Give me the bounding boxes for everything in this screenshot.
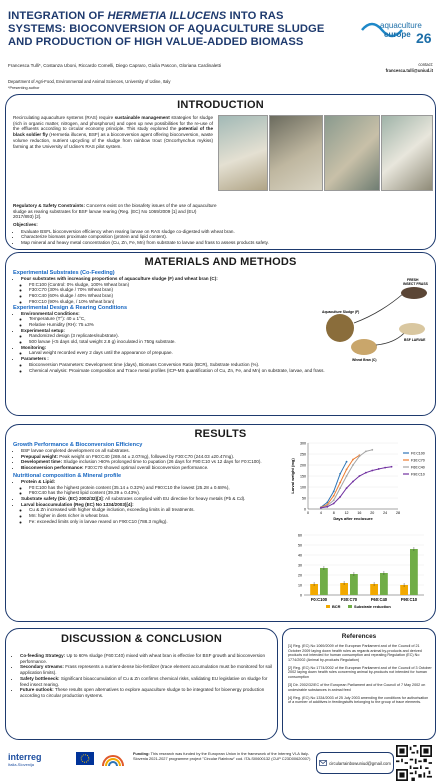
reference-item: [4] Reg. (EC) No 1334/2003 of 25 July 2003 amending the conditions for authorisation of a number of additives in feedingstuffs belonging to the group of trace elements.	[288, 695, 429, 705]
env-item: ◦ Relative Humidity (RH): 75 ±3%	[29, 322, 343, 328]
interreg-wordmark: interreg	[8, 752, 42, 762]
result-item	[21, 465, 285, 471]
title-line-3: AND PRODUCTION OF HIGH VALUE-ADDED BIOMASS	[8, 35, 304, 48]
series-line	[321, 450, 372, 508]
legend-swatch	[326, 605, 330, 608]
data-point	[359, 455, 361, 457]
logo-word2: europe	[384, 30, 411, 39]
result-label: Bioconversion performance:	[21, 465, 84, 471]
interreg-logo	[8, 752, 42, 767]
legend-label: F30:C70	[411, 458, 425, 463]
substrates-lead: Four substrates with increasing proportions of aquaculture sludge (F) and wheat bran (C):	[21, 276, 218, 281]
photo-larvae-rearing	[324, 115, 380, 191]
setup-label: Experimental setup:	[21, 327, 65, 333]
ref-marker: [3]	[97, 495, 103, 501]
category-label: F0:C100	[310, 597, 328, 602]
intro-text: Recirculating aquaculture systems (RAS) require	[13, 115, 115, 120]
bioaccumulation-label: Larval bioaccumulation (Reg (EC) No 1334/2003)	[21, 501, 127, 507]
authors: Francesca Tulli*, Costanza Uboni, Riccardo Comelli, Diego Capraro, Giulia Pascon, Gloriana Cardinaletti	[8, 63, 221, 68]
ref-marker: [4]	[126, 501, 133, 507]
photo-samples	[381, 115, 433, 191]
bcr-substrate-bar-chart	[288, 531, 432, 619]
bar	[410, 549, 418, 595]
contact	[386, 62, 433, 74]
results-subheading-nutrition: Nutritional composition & Mineral profile	[13, 472, 122, 479]
legend-label: F60:C40	[411, 465, 425, 470]
title-part: INTO RAS	[226, 10, 284, 22]
objectives-label: Objectives:	[13, 222, 38, 227]
y-tick-label: 250	[300, 452, 306, 457]
substrate-item: ◦ F0:C100 (Control: 0% sludge, 100% Wheat bran)	[29, 282, 343, 288]
introduction-text	[13, 115, 213, 149]
regulatory-text-part: .	[40, 214, 42, 220]
x-tick-label: 12	[344, 511, 349, 515]
intro-text: strategies for sludge (rich in organic matter, nitrogen, and phosphorus) and open up new possibilities for the re-use of the effluents according to circular economy principle. This study explored the	[13, 115, 213, 132]
bioconversion-diagram	[306, 273, 434, 368]
reference-item: [1] Reg. (EC) No 1069/2009 of the European Parliament and of the Council of 21 October 2009 laying down health rules as regards animal by-products and derived products not intended for human consumption and repealing Regulation (EC) No 1774/2002 (Animal by-products Regulation)	[288, 644, 422, 662]
contact-email[interactable]: francesca.tulli@uniud.it	[385, 68, 433, 73]
discussion-text: Frass represents a nutrient-dense bio-fertilizer (trace element accumulation must be monitored for soil application limits).	[20, 664, 273, 676]
photo-sludge-collector	[269, 115, 323, 191]
x-tick-label: 16	[357, 511, 362, 515]
y-tick-label: 40	[298, 553, 302, 558]
y-tick-label: 10	[298, 583, 302, 588]
data-point	[339, 473, 341, 475]
objective-item: • Evaluate BSFL bioconversion efficiency when rearing larvae on RAS sludge co-digested with wheat bran.	[21, 229, 428, 235]
data-point	[333, 491, 335, 493]
circular-email-box[interactable]	[316, 752, 394, 774]
y-tick-label: 0	[304, 507, 306, 512]
substrate-item: ◦ F90:C10 (90% sludge, / 10% Wheat bran)	[29, 299, 343, 305]
results-title: RESULTS	[194, 428, 247, 440]
protein-lipid-item: ◦ F0:C100 has the highest protein content (35.14 ± 0.32%) and F90:C10 the lowest (25.28 ± 0.68%),	[29, 485, 285, 491]
discussion-text: These results open alternatives to explore aquaculture sludge to be integrated for bioenergy production according to circular production systems.	[20, 687, 265, 698]
y-tick-label: 60	[298, 533, 302, 538]
references-title: References	[341, 633, 377, 640]
department: Department of Agri-Food, Environmental and Animal Sciences, University of Udine, Italy	[8, 79, 171, 84]
protein-lipid-item: ◦ F60:C40 has the highest lipid content (39.39 ± 0.43%).	[29, 490, 285, 496]
substrate-safety-text: : All substrates complied with EU directive for heavy metals (Pb & Cd).	[102, 495, 246, 501]
data-point	[333, 499, 335, 501]
contact-label: contact:	[418, 62, 433, 67]
data-point	[339, 482, 341, 484]
methods-text	[13, 270, 343, 373]
data-point	[346, 475, 348, 477]
legend-label: BCR	[332, 603, 341, 609]
funding-text: This research was funded by the European Union in the framework of the Interreg VI-A Italy-Slovenia 2021-2027 programme project "Circular Rainbow" cod. ITA-SI0600132 (CUP C23D00620007)	[133, 751, 311, 761]
data-point	[371, 449, 373, 451]
x-tick-label: 20	[370, 511, 375, 515]
bioaccumulation-item: ◦ Mn: higher in diets richer in wheat bran.	[29, 513, 285, 519]
references-section	[282, 628, 436, 740]
protein-lipid-label: Protein & Lipid:	[21, 478, 56, 484]
discussion-label: Co-feeding Strategy:	[20, 653, 66, 658]
data-point	[378, 468, 380, 470]
intro-bold: sustainable management	[114, 115, 170, 120]
larval-weight-line-chart	[288, 439, 432, 529]
category-label: F30:C70	[340, 597, 358, 602]
nutrition-block	[13, 479, 285, 525]
legend-label: F0:C100	[411, 451, 425, 456]
monitor-item: ◦ Larval weight recorded every 2 days until the appearance of prepupae.	[29, 350, 343, 356]
bioaccumulation-item: ◦ Cu & Zn increased with higher sludge inclusion, exceeding limits in all treatments.	[29, 507, 285, 513]
data-point	[333, 495, 335, 497]
legend-label: F90:C10	[411, 472, 425, 477]
title-part: INTEGRATION OF	[8, 10, 108, 22]
bsf-larvae-label: BSF LARVAE	[404, 338, 426, 342]
discussion-title: DISCUSSION & CONCLUSION	[60, 633, 223, 645]
wheat-bran-pile	[351, 339, 377, 355]
bioaccumulation-item: ◦ Fe: exceeded limits only in larvae reared on F90:C10 (788.3 mg/kg).	[29, 519, 285, 525]
x-tick-label: 0	[307, 511, 309, 515]
regulatory-text-part: Concerns exist on the biosafety issues of the use of aquaculture sludge as rearing substrates for BSF larvae rearing (Reg. (EC) No 1069/2009	[13, 203, 217, 214]
growth-block	[13, 448, 285, 471]
monitor-label: Monitoring:	[21, 344, 47, 350]
discussion-text: Up to 60% sludge (F60:C40) mixed with wheat bran is effective for BSF growth and bioconversion performance.	[20, 653, 266, 664]
methods-subheading-design: Experimental Design & Rearing Conditions	[13, 304, 128, 311]
env-item: ◦ Temperature (T°): 40 ± 1°C,	[29, 316, 343, 322]
methods-section	[5, 252, 436, 416]
ref-marker: [2]	[34, 214, 41, 220]
data-point	[326, 506, 328, 508]
y-tick-label: 20	[298, 573, 302, 578]
objective-item: • Characterize biomass proximate composition (protein and lipid content).	[21, 234, 428, 240]
setup-item: ◦ 500 larvae (<5 days old, total weight 2.8 g) inoculated in 750g substrate.	[29, 339, 343, 345]
data-point	[346, 469, 348, 471]
y-tick-label: 300	[300, 441, 306, 446]
bran-label: Wheat Bran (C)	[352, 358, 377, 362]
discussion-item	[20, 676, 274, 687]
circular-rainbow-logo	[100, 751, 126, 769]
x-tick-label: 28	[396, 511, 400, 515]
param-item: ◦ Bioconversion Parameters: Development time (days), Biomass Conversion Ratio (BCR), Substrate reduction (%).	[29, 362, 439, 368]
methods-title: MATERIALS AND METHODS	[144, 256, 297, 268]
data-point	[391, 466, 393, 468]
regulatory-text	[13, 203, 218, 220]
x-tick-label: 8	[332, 511, 335, 515]
result-text: F30:C70 showed optimal overall bioconversion performance.	[83, 465, 209, 471]
introduction-section	[5, 94, 436, 250]
data-point	[371, 470, 373, 472]
results-text	[13, 442, 285, 524]
design-block	[13, 311, 343, 374]
sludge-circle	[326, 314, 354, 342]
data-point	[352, 464, 354, 466]
presenting-note: *Presenting author	[8, 86, 40, 90]
y-tick-label: 0	[300, 593, 302, 598]
intro-bold: potential of the black soldier fly	[13, 126, 214, 138]
circular-email: circularrainbowuniud@gmail.com	[329, 760, 391, 766]
data-point	[365, 472, 367, 474]
arrow-to-frass	[354, 293, 404, 323]
data-point	[359, 475, 361, 477]
bar	[320, 568, 328, 595]
insect-frass-label: INSECT FRASS	[403, 282, 428, 286]
y-tick-label: 50	[298, 543, 302, 548]
reference-item: [3] Dir. 2002/32/EC of the European Parliament and of the Council of 7 May 2002 on undesirable substances in animal feed	[288, 683, 426, 692]
data-point	[346, 487, 348, 489]
substrate-item: ◦ F60:C40 (60% sludge / 40% Wheat bran)	[29, 293, 343, 299]
bioaccumulation-colon: :	[132, 501, 134, 507]
x-tick-label: 24	[383, 511, 388, 515]
fresh-label: FRESH	[407, 278, 419, 282]
result-text: Peak weight on F60:C40 (269.44 ± 2.07mg), followed by F30:C70 (244.03 ±20.47mg).	[58, 453, 235, 459]
funding-note	[133, 752, 311, 762]
data-point	[365, 450, 367, 452]
data-point	[352, 459, 354, 461]
substrate-item: ◦ F30:C70 (30% sludge / 70% Wheat bran)	[29, 287, 343, 293]
data-point	[339, 496, 341, 498]
data-point	[346, 461, 348, 463]
frass-pile	[401, 287, 427, 299]
discussion-section	[5, 628, 278, 740]
data-point	[333, 503, 335, 505]
results-section	[5, 424, 436, 622]
introduction-title: INTRODUCTION	[177, 99, 264, 111]
ref-marker: [1]	[171, 208, 177, 214]
x-tick-label: 4	[319, 511, 322, 515]
larvae-pile	[399, 323, 425, 335]
param-item: ◦ Chemical Analysis: Proximate composition and Trace metal profiles (ICP-MS quantification of Cu, Zn, Fe, and Mn) on substrate, larvae, and frass.	[29, 368, 439, 374]
objectives	[13, 222, 428, 246]
sludge-label: Aquaculture Sludge (F)	[322, 310, 360, 314]
intro-text: (Hermetia illucens, BSF) as a bioconversion agent offering bioconversion, waste volume reduction, nutrient upcycling of the sludge from rainbow trout (Oncorhynchus mykiss) farming at the University of Udine's RAS pilot system.	[13, 132, 213, 149]
y-tick-label: 50	[302, 496, 306, 501]
data-point	[339, 487, 341, 489]
logo-year: 26	[416, 30, 432, 46]
bar	[350, 574, 358, 595]
result-text: Sludge inclusion >60% prolonged time to pupation (26 days for F90:C10 vs 12 days for F0:C100).	[62, 459, 262, 465]
env-label: Environmental Conditions:	[21, 310, 80, 316]
y-tick-label: 30	[298, 563, 302, 568]
category-label: F90:C10	[400, 597, 418, 602]
qr-code[interactable]	[396, 745, 432, 781]
category-label: F60:C40	[370, 597, 388, 602]
discussion-list	[12, 653, 274, 699]
email-icon	[319, 760, 327, 766]
data-point	[320, 507, 322, 509]
data-point	[384, 467, 386, 469]
y-axis-label: Larval weight (mg)	[290, 458, 295, 494]
objective-item: • Map mineral and heavy metal concentration (Cu, Zn, Fe, Mn) from substrate to larvae and frass to assess products safety.	[21, 240, 428, 246]
substrate-safety-label: Substrate safety (Dir. (EC) 2002/32)	[21, 495, 98, 501]
poster-title	[8, 10, 348, 48]
funding-label: Funding:	[133, 751, 150, 756]
y-tick-label: 200	[300, 463, 306, 468]
result-label: Prepupal weight:	[21, 453, 59, 459]
discussion-label: Safety bottleneck:	[20, 675, 60, 681]
setup-item: ◦ Randomized design (3 replicates/substrate).	[29, 333, 343, 339]
x-axis-label: Days after enclosure	[333, 516, 373, 521]
regulatory-label: Regulatory & Safety Constraints:	[13, 203, 85, 208]
regulatory-text-part: and (EU) 2017/893)	[13, 208, 197, 220]
discussion-item	[20, 664, 274, 675]
y-tick-label: 150	[300, 474, 306, 479]
legend-swatch	[348, 605, 352, 608]
reference-item: [2] Reg. (EC) No 1774/2002 of the European Parliament and of the Council of 3 October 2002 laying down health rules concerning animal by-products not intended for human consumption	[288, 665, 432, 680]
bar	[380, 573, 388, 595]
interreg-sub: Italia-Slovenija	[8, 762, 35, 767]
title-line-2: SYSTEMS: BIOCONVERSION OF AQUACULTURE SLUDGE	[8, 22, 325, 35]
photo-ras-tanks	[218, 115, 268, 191]
logo-word1: aquaculture	[380, 21, 422, 30]
params-label: Parameters :	[21, 356, 49, 362]
eu-flag-icon	[76, 752, 94, 765]
result-label: Development time:	[21, 459, 63, 465]
title-species: HERMETIA ILLUCENS	[107, 10, 227, 22]
discussion-label: Future outlook:	[20, 687, 54, 693]
data-point	[352, 481, 354, 483]
result-item: • BSF larvae completed development on all substrates.	[21, 448, 285, 454]
y-tick-label: 100	[300, 485, 306, 490]
substrates-block	[13, 276, 343, 305]
discussion-label: Secondary streams:	[20, 664, 64, 670]
legend-label: Substrate reduction	[354, 603, 391, 609]
arrow-to-larvae	[376, 331, 406, 345]
aquaculture-europe-logo	[358, 10, 436, 48]
discussion-item	[20, 653, 274, 664]
methods-subheading-substrates: Experimental Substrates (Co-Feeding)	[13, 270, 115, 276]
discussion-item	[20, 687, 274, 698]
references-list	[288, 644, 432, 709]
results-subheading-growth: Growth Performance & Bioconversion Efficiency	[13, 442, 143, 448]
discussion-text: Significant bioaccumulation of Cu & Zn confirms chemical risks, validating EU legislative on sludge for feed insect rearing.	[20, 675, 268, 687]
